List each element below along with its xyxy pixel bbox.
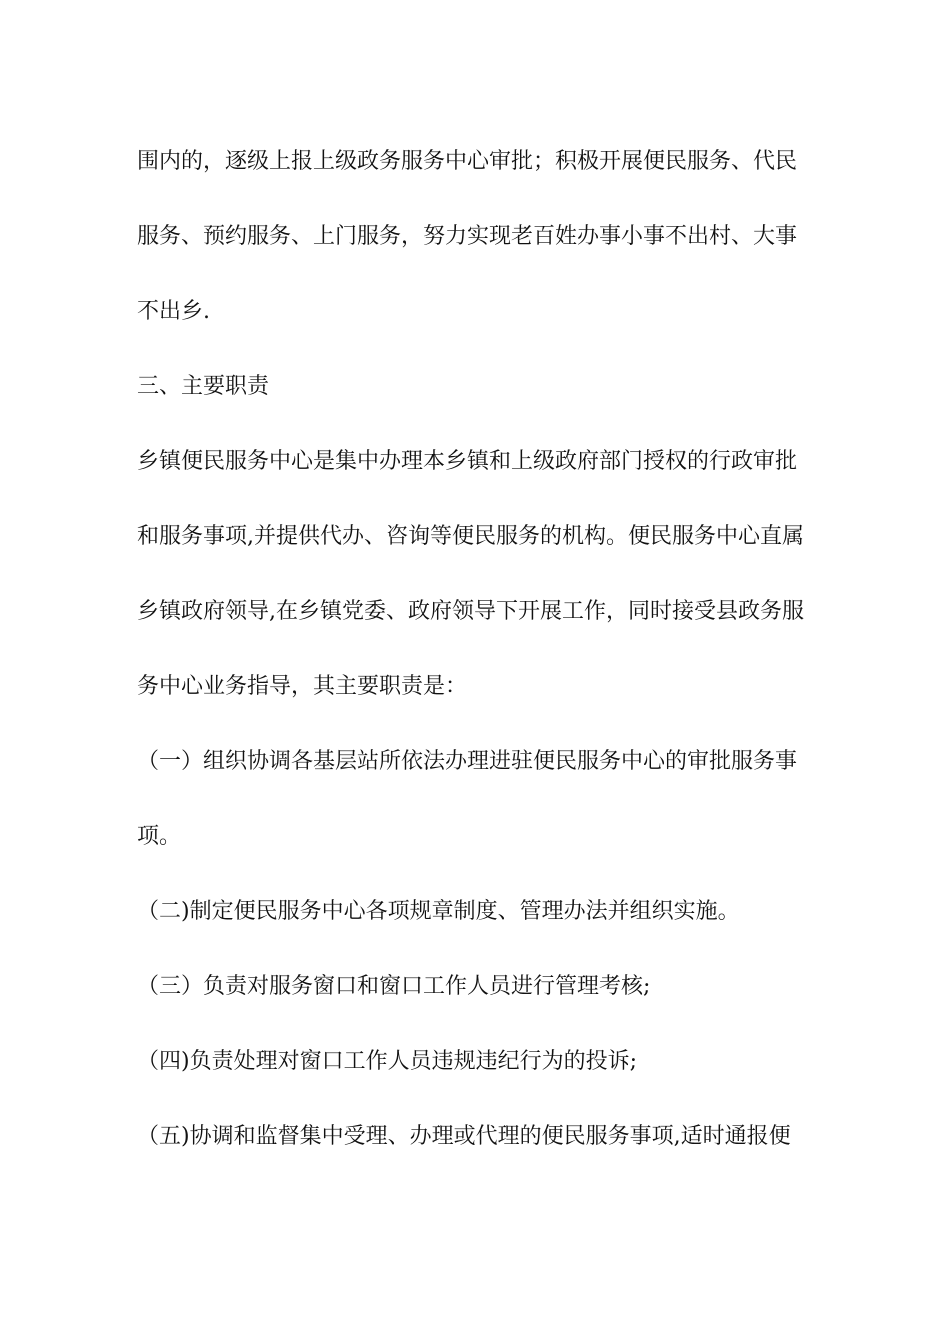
list-item-2: （二)制定便民服务中心各项规章制度、管理办法并组织实施。	[137, 899, 740, 924]
list-item-1-line-1: （一）组织协调各基层站所依法办理进驻便民服务中心的审批服务事	[137, 749, 798, 774]
text-line-7: 乡镇政府领导,在乡镇党委、政府领导下开展工作，同时接受县政务服	[137, 599, 804, 624]
section-heading: 三、主要职责	[137, 374, 270, 399]
list-item-5: （五)协调和监督集中受理、办理或代理的便民服务事项,适时通报便	[137, 1124, 791, 1149]
text-line-5: 乡镇便民服务中心是集中办理本乡镇和上级政府部门授权的行政审批	[137, 449, 798, 474]
list-item-1-line-2: 项。	[137, 824, 182, 849]
list-item-4: （四)负责处理对窗口工作人员违规违纪行为的投诉;	[137, 1049, 637, 1074]
text-line-8: 务中心业务指导，其主要职责是：	[137, 674, 468, 699]
list-item-3: （三）负责对服务窗口和窗口工作人员进行管理考核;	[137, 974, 651, 999]
text-line-2: 服务、预约服务、上门服务，努力实现老百姓办事小事不出村、大事	[137, 224, 798, 249]
text-line-6: 和服务事项,并提供代办、咨询等便民服务的机构。便民服务中心直属	[137, 524, 804, 549]
text-line-3: 不出乡.	[137, 299, 210, 324]
text-line-1: 围内的，逐级上报上级政务服务中心审批；积极开展便民服务、代民	[137, 149, 798, 174]
